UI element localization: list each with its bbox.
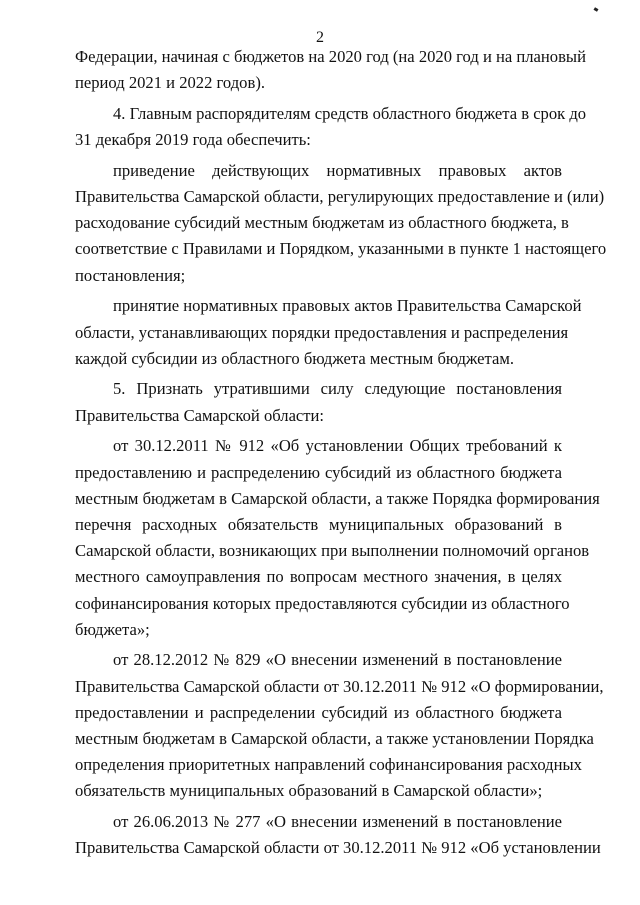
paragraph — [75, 647, 604, 804]
text-line: предоставлении и распределении субсидий из областного бюджета — [75, 702, 562, 722]
text-line: приведение действующих нормативных правовых актов — [113, 160, 562, 180]
paragraph — [75, 809, 601, 861]
document-body — [75, 44, 607, 862]
text-line: Самарской области, возникающих при выполнении полномочий органов — [75, 541, 590, 561]
text-line: Правительства Самарской области, регулирующих предоставление и (или) — [75, 187, 605, 207]
text-line: местного самоуправления по вопросам местного значения, в целях — [75, 567, 562, 587]
text-line: предоставлению и распределению субсидий из областного бюджета — [75, 462, 562, 482]
text-line: принятие нормативных правовых актов Правительства Самарской — [113, 296, 582, 316]
text-line: от 28.12.2012 № 829 «О внесении изменений в постановление — [113, 650, 562, 670]
text-line: бюджета»; — [75, 619, 150, 639]
text-line: 4. Главным распорядителям средств областного бюджета в срок до — [113, 103, 587, 123]
paragraph — [75, 44, 586, 96]
text-line: перечня расходных обязательств муниципальных образований в — [75, 514, 562, 534]
text-line: от 26.06.2013 № 277 «О внесении изменений в постановление — [113, 812, 562, 832]
text-line: период 2021 и 2022 годов). — [75, 73, 265, 93]
paragraph — [75, 293, 582, 372]
text-line: Федерации, начиная с бюджетов на 2020 год (на 2020 год и на плановый — [75, 47, 586, 66]
text-line: 5. Признать утратившими силу следующие постановления — [113, 379, 562, 399]
text-line: постановления; — [75, 265, 186, 285]
text-line: от 30.12.2011 № 912 «Об установлении Общих требований к — [113, 436, 562, 456]
text-line: области, устанавливающих порядки предоставления и распределения — [75, 322, 569, 342]
page-number: 2 — [316, 29, 324, 46]
paragraph — [75, 158, 607, 289]
paragraph — [75, 433, 600, 643]
text-line: определения приоритетных направлений софинансирования расходных — [75, 755, 582, 775]
text-line: местным бюджетам в Самарской области, а также установлении Порядка — [75, 729, 594, 749]
text-line: софинансирования которых предоставляются субсидии из областного — [75, 593, 570, 613]
paragraph — [75, 101, 587, 153]
text-line: соответствие с Правилами и Порядком, указанными в пункте 1 настоящего — [75, 239, 607, 259]
paragraph — [75, 376, 562, 428]
text-line: расходование субсидий местным бюджетам из областного бюджета, в — [75, 213, 569, 233]
scan-artifact-mark — [594, 7, 599, 12]
text-line: каждой субсидии из областного бюджета местным бюджетам. — [75, 348, 514, 368]
text-line: 31 декабря 2019 года обеспечить: — [75, 130, 311, 150]
text-line: Правительства Самарской области: — [75, 405, 325, 425]
text-line: местным бюджетам в Самарской области, а также Порядка формирования — [75, 488, 600, 508]
text-line: Правительства Самарской области от 30.12.2011 № 912 «О формировании, — [75, 676, 604, 696]
text-line: Правительства Самарской области от 30.12.2011 № 912 «Об установлении — [75, 838, 601, 858]
text-line: обязательств муниципальных образований в Самарской области»; — [75, 781, 543, 801]
